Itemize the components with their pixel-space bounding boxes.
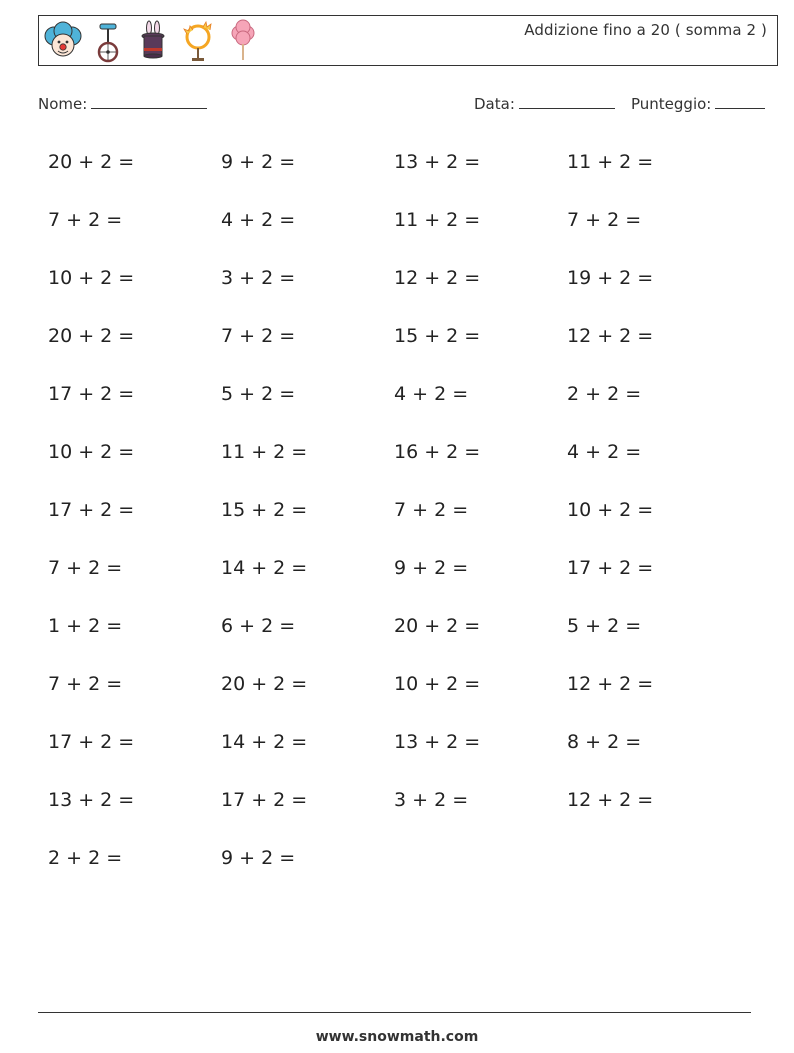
problem-row — [48, 142, 748, 200]
name-field[interactable] — [38, 94, 207, 113]
problem: 5 + 2 = — [221, 383, 296, 405]
problem-row — [48, 780, 748, 838]
problem-row — [48, 664, 748, 722]
problem: 9 + 2 = — [394, 557, 469, 579]
problem: 5 + 2 = — [567, 615, 642, 637]
problem: 3 + 2 = — [221, 267, 296, 289]
problem-row — [48, 432, 748, 490]
problem: 14 + 2 = — [221, 557, 308, 579]
name-line[interactable] — [91, 94, 207, 109]
date-label: Data: — [474, 95, 515, 113]
problem: 7 + 2 = — [221, 325, 296, 347]
problem-row — [48, 316, 748, 374]
problem-row — [48, 200, 748, 258]
score-line[interactable] — [715, 94, 765, 109]
problem: 9 + 2 = — [221, 151, 296, 173]
problem: 17 + 2 = — [567, 557, 654, 579]
date-field[interactable] — [474, 94, 615, 113]
problem: 12 + 2 = — [394, 267, 481, 289]
problem: 17 + 2 = — [48, 499, 135, 521]
problem: 11 + 2 = — [567, 151, 654, 173]
problem-row — [48, 838, 748, 896]
problem-row — [48, 374, 748, 432]
unicycle-icon — [88, 18, 128, 64]
name-label: Nome: — [38, 95, 88, 113]
problem: 8 + 2 = — [567, 731, 642, 753]
problem: 7 + 2 = — [394, 499, 469, 521]
worksheet-title: Addizione fino a 20 ( somma 2 ) — [524, 21, 767, 39]
problem: 9 + 2 = — [221, 847, 296, 869]
problem: 7 + 2 = — [48, 209, 123, 231]
problem — [567, 838, 740, 896]
problem: 1 + 2 = — [48, 615, 123, 637]
problem: 10 + 2 = — [48, 267, 135, 289]
clown-face-icon — [43, 18, 83, 64]
problem: 12 + 2 = — [567, 325, 654, 347]
problem-row — [48, 722, 748, 780]
fire-hoop-icon — [178, 18, 218, 64]
footer-website: www.snowmath.com — [315, 1029, 479, 1045]
problem: 7 + 2 = — [48, 557, 123, 579]
date-line[interactable] — [519, 94, 615, 109]
problem: 15 + 2 = — [221, 499, 308, 521]
score-field[interactable] — [631, 94, 765, 113]
problem: 13 + 2 = — [394, 151, 481, 173]
problem: 2 + 2 = — [48, 847, 123, 869]
header-icons — [43, 18, 268, 64]
problem: 12 + 2 = — [567, 789, 654, 811]
problem: 16 + 2 = — [394, 441, 481, 463]
problem-row — [48, 606, 748, 664]
problem: 11 + 2 = — [394, 209, 481, 231]
problem: 15 + 2 = — [394, 325, 481, 347]
footer-divider — [38, 1012, 751, 1013]
problem-row — [48, 490, 748, 548]
problem: 20 + 2 = — [394, 615, 481, 637]
problem: 20 + 2 = — [48, 151, 135, 173]
problem: 10 + 2 = — [394, 673, 481, 695]
problem: 12 + 2 = — [567, 673, 654, 695]
cotton-candy-icon — [223, 18, 263, 64]
problem: 14 + 2 = — [221, 731, 308, 753]
problem: 10 + 2 = — [567, 499, 654, 521]
problem: 2 + 2 = — [567, 383, 642, 405]
problem — [394, 838, 567, 896]
problem: 17 + 2 = — [48, 731, 135, 753]
problem: 4 + 2 = — [567, 441, 642, 463]
problem: 4 + 2 = — [394, 383, 469, 405]
problem: 3 + 2 = — [394, 789, 469, 811]
problem-row — [48, 548, 748, 606]
problem: 17 + 2 = — [48, 383, 135, 405]
problem: 6 + 2 = — [221, 615, 296, 637]
worksheet-header — [38, 15, 778, 66]
problem: 10 + 2 = — [48, 441, 135, 463]
magic-hat-rabbit-icon — [133, 18, 173, 64]
problem: 7 + 2 = — [48, 673, 123, 695]
problem: 20 + 2 = — [221, 673, 308, 695]
score-label: Punteggio: — [631, 95, 712, 113]
problem: 13 + 2 = — [394, 731, 481, 753]
problem: 4 + 2 = — [221, 209, 296, 231]
problem: 20 + 2 = — [48, 325, 135, 347]
problem-row — [48, 258, 748, 316]
problem: 13 + 2 = — [48, 789, 135, 811]
problem: 7 + 2 = — [567, 209, 642, 231]
problem: 17 + 2 = — [221, 789, 308, 811]
problem-grid — [48, 142, 748, 896]
problem: 19 + 2 = — [567, 267, 654, 289]
problem: 11 + 2 = — [221, 441, 308, 463]
